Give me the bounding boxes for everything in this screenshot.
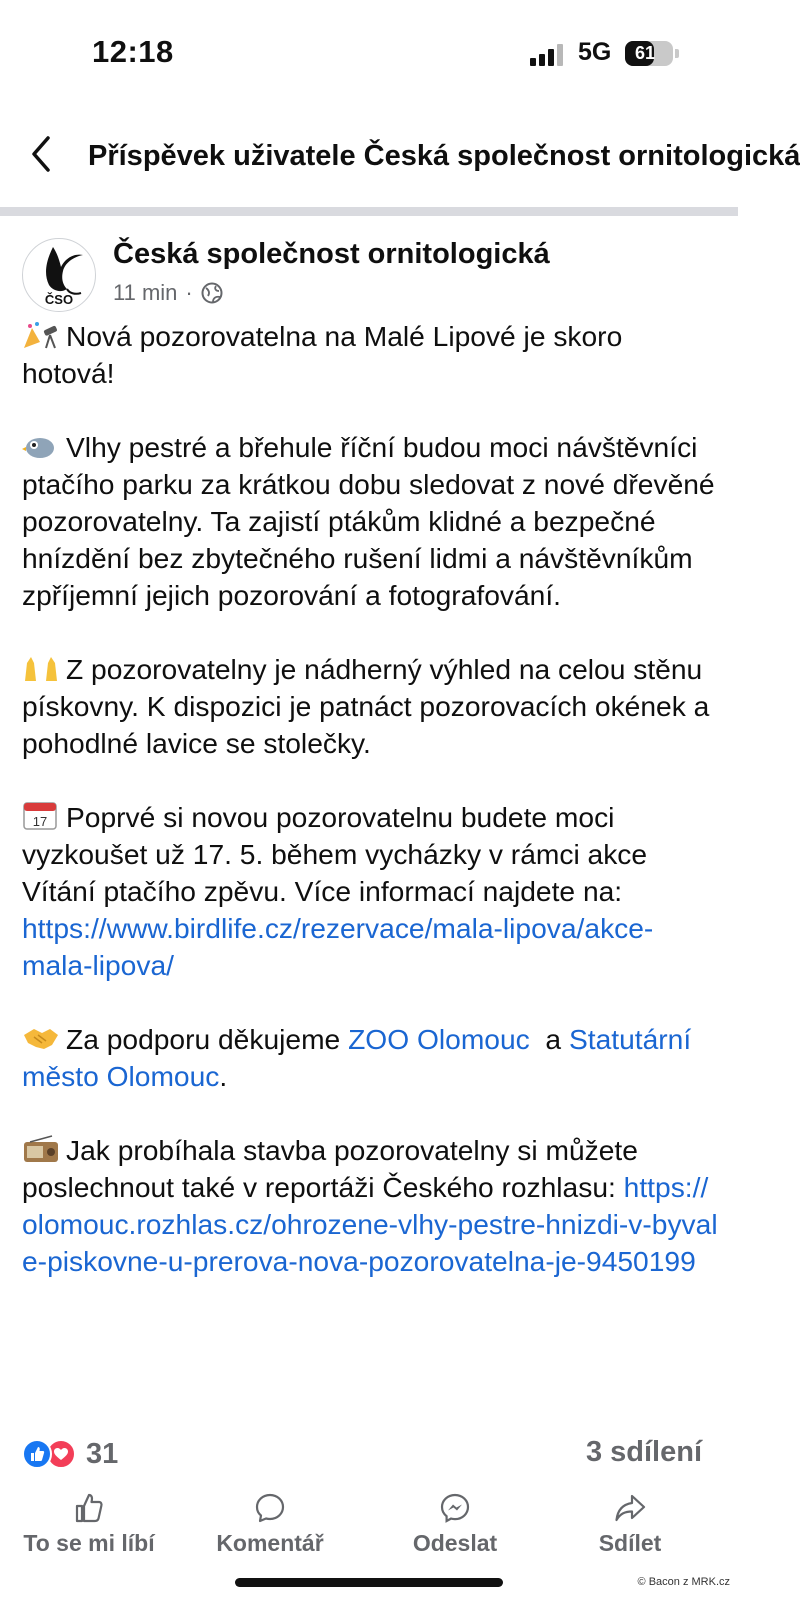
paragraph-text: Poprvé si novou pozorovatelnu budete moci vyzkoušet už 17. 5. během vycházky v rámci akce Vítání ptačího zpěvu. Více informací najdete na: [22, 801, 648, 907]
status-bar [0, 0, 738, 100]
avatar-text: ČSO [44, 292, 74, 307]
back-button[interactable] [22, 134, 62, 174]
avatar[interactable] [22, 238, 96, 312]
reaction-count: 31 [86, 1437, 119, 1470]
paragraph-text: . [219, 1060, 228, 1092]
send-button-label: Odeslat [412, 1530, 498, 1556]
battery-percent: 61 [634, 43, 656, 63]
home-indicator[interactable] [235, 1578, 503, 1587]
post-paragraph [22, 1132, 722, 1280]
radio-icon [22, 1134, 60, 1164]
bird-logo-icon [23, 239, 95, 311]
comment-icon [254, 1492, 286, 1524]
like-icon [73, 1492, 105, 1524]
birdlife-link[interactable]: https://www.birdlife.cz/rezervace/mala-lipova/akce-mala-lipova/ [22, 912, 654, 981]
post-paragraph [22, 1021, 722, 1095]
status-time: 12:18 [92, 34, 174, 69]
paragraph-text: Z pozorovatelny je nádherný výhled na celou stěnu pískovny. K dispozici je patnáct pozorovacích okének a pohodlné lavice se stolečky. [22, 653, 710, 759]
page-title: Příspěvek uživatele Česká společnost ornitologická [88, 140, 800, 172]
post-paragraph [22, 318, 722, 392]
paragraph-text: Nová pozorovatelna na Malé Lipové je skoro hotová! [22, 320, 623, 389]
page-header [0, 120, 800, 206]
send-button[interactable] [395, 1492, 515, 1557]
like-button-label: To se mi líbí [23, 1530, 155, 1556]
like-reaction-icon [22, 1439, 52, 1469]
comment-button[interactable] [200, 1492, 340, 1557]
svg-text:17: 17 [32, 814, 48, 829]
watermark: © Bacon z MRK.cz [637, 1576, 730, 1588]
post-meta [113, 280, 223, 306]
post-paragraph [22, 799, 722, 984]
battery-icon [625, 41, 673, 66]
post-paragraph [22, 651, 722, 762]
meta-separator: · [185, 280, 193, 305]
paragraph-text: Za podporu děkujeme [66, 1023, 349, 1055]
share-count[interactable]: 3 sdílení [585, 1436, 702, 1468]
paragraph-text: Vlhy pestré a břehule říční budou moci návštěvníci ptačího parku za krátkou dobu sledovat z nové dřevěné pozorovatelny. Ta zajistí ptákům klidné a bezpečné hnízdění bez zbytečného rušení lidmi a návštěvníkům zpříjemní jejich pozorování a fotografování. [22, 431, 715, 611]
calendar-icon [22, 801, 60, 831]
handshake-icon [22, 1023, 60, 1053]
share-button-label: Sdílet [598, 1530, 662, 1556]
reaction-summary[interactable] [22, 1436, 118, 1472]
zoo-olomouc-link[interactable]: ZOO Olomouc [348, 1023, 530, 1055]
paragraph-text: Jak probíhala stavba pozorovatelny si můžete poslechnout také v reportáži Českého rozhlasu: [22, 1134, 638, 1203]
post-paragraph [22, 429, 722, 614]
signal-icon [530, 44, 570, 66]
globe-icon [201, 282, 223, 304]
post-author[interactable]: Česká společnost ornitologická [113, 238, 550, 270]
network-type: 5G [578, 38, 612, 66]
post-time[interactable]: 11 min [113, 280, 178, 305]
chevron-left-icon [22, 134, 62, 174]
post-body [22, 318, 722, 1280]
like-button[interactable] [14, 1492, 164, 1557]
party-telescope-icon [22, 320, 60, 350]
messenger-icon [439, 1492, 471, 1524]
paragraph-text: a [529, 1023, 569, 1055]
share-icon [614, 1492, 646, 1524]
olomouc-city-link[interactable]: Statutární město Olomouc [22, 1023, 692, 1092]
bird-icon [22, 431, 60, 461]
comment-button-label: Komentář [216, 1530, 324, 1556]
rozhlas-link[interactable]: https://olomouc.rozhlas.cz/ohrozene-vlhy-pestre-hnizdi-v-byvale-piskovne-u-prerova-nova-pozorovatelna-je-9450199 [22, 1171, 718, 1277]
raised-hands-icon [22, 653, 60, 683]
share-button[interactable] [575, 1492, 685, 1557]
header-divider [0, 207, 738, 216]
